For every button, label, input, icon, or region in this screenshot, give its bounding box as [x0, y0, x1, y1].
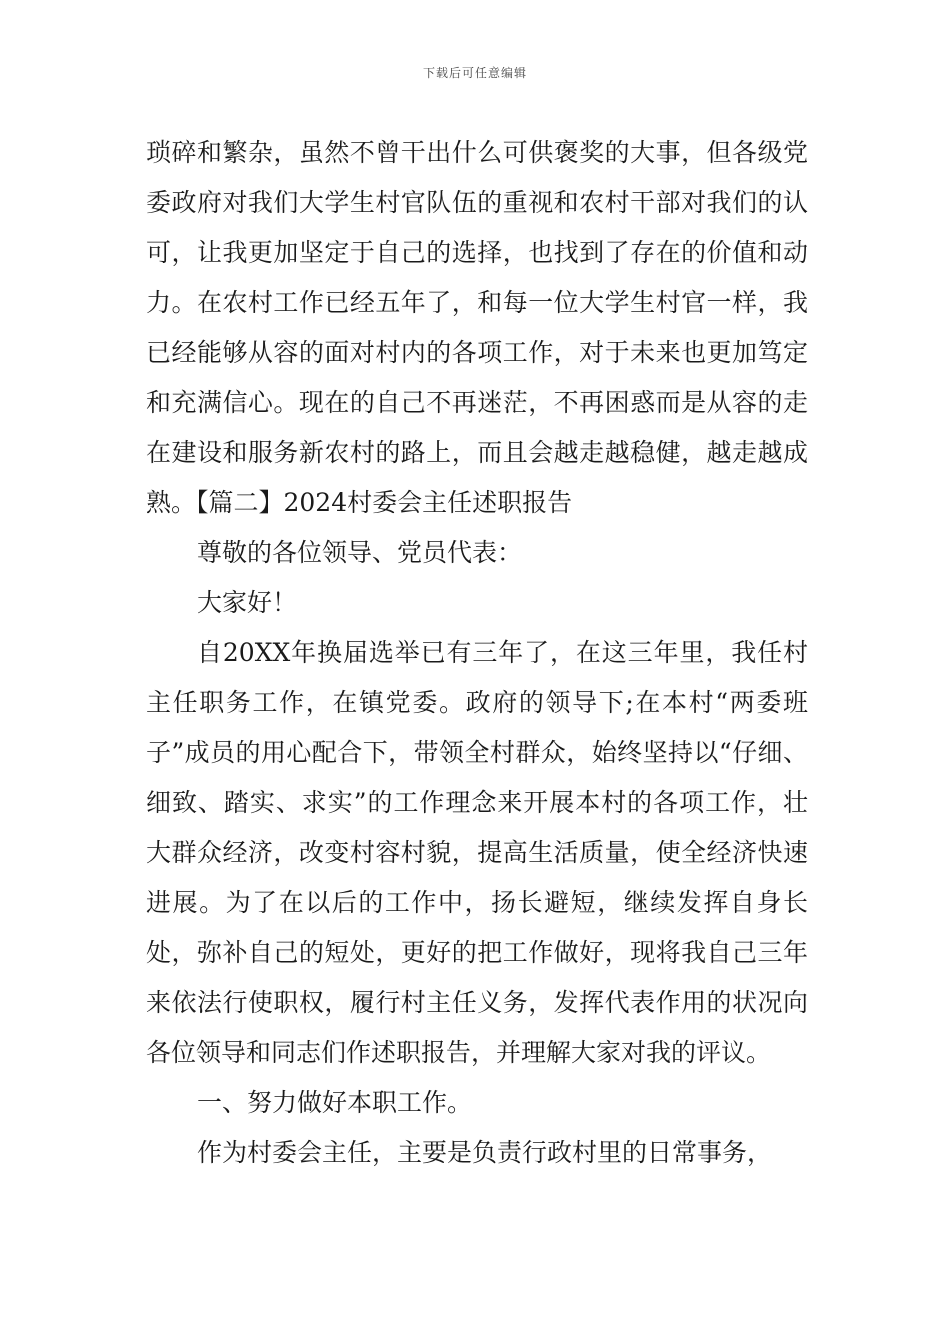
- paragraph-greeting: 大家好！: [197, 588, 298, 617]
- paragraph-continuation: 琐碎和繁杂，虽然不曾干出什么可供褒奖的大事，但各级党委政府对我们大学生村官队伍的重视和农村干部对我们的认可，让我更加坚定于自己的选择，也找到了存在的价值和动力。在农村工作已经五年了，和每一位大学生村官一样，我已经能够从容的面对村内的各项工作，对于未来也更加笃定和充满信心。现在的自己不再迷茫，不再困惑而是从容的走在建设和服务新农村的路上，而且会越走越稳健，越走越成熟。【篇二】2024村委会主任述职报告: [146, 138, 808, 517]
- document-body: [146, 128, 808, 1178]
- page-header: 下载后可任意编辑: [422, 66, 527, 80]
- section-heading: 一、努力做好本职工作。: [197, 1088, 473, 1117]
- paragraph-introduction: 自20XX年换届选举已有三年了，在这三年里，我任村主任职务工作，在镇党委。政府的领导下;在本村“两委班子”成员的用心配合下，带领全村群众，始终坚持以“仔细、细致、踏实、求实”的工作理念来开展本村的各项工作，壮大群众经济，改变村容村貌，提高生活质量，使全经济快速进展。为了在以后的工作中，扬长避短，继续发挥自身长处，弥补自己的短处，更好的把工作做好，现将我自己三年来依法行使职权，履行村主任义务，发挥代表作用的状况向各位领导和同志们作述职报告，并理解大家对我的评议。: [146, 638, 808, 1067]
- paragraph-section-body: 作为村委会主任，主要是负责行政村里的日常事务，: [197, 1138, 773, 1167]
- paragraph-salutation: 尊敬的各位领导、党员代表：: [197, 538, 523, 567]
